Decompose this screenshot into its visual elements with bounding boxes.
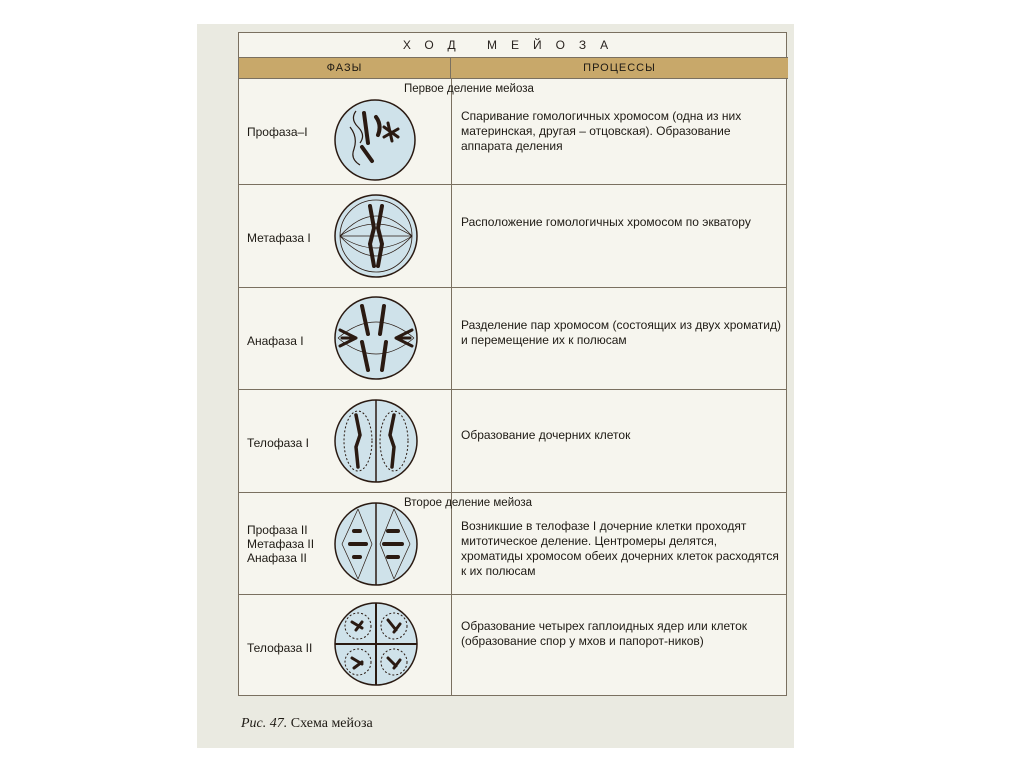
process-text: Спаривание гомологичных хромосом (одна из них материнская, другая – отцовская). Образование аппарата деления — [461, 109, 742, 153]
phase-label: Метафаза I — [247, 231, 311, 245]
table-title: ХОД МЕЙОЗА — [402, 38, 623, 52]
cell-telophase-2-diagram — [332, 600, 420, 693]
figure-caption — [241, 716, 373, 732]
table-row — [239, 493, 786, 594]
process-text: Образование четырех гаплоидных ядер или клеток (образование спор у мхов и папорот-ников) — [461, 619, 748, 648]
table-row — [239, 185, 786, 287]
cell-phases-2-diagram — [332, 501, 420, 592]
cell-metaphase-1-diagram — [332, 192, 420, 285]
section-first-division: Первое деление мейоза — [404, 83, 534, 95]
process-text: Возникшие в телофазе I дочерние клетки проходят митотическое деление. Центромеры делятся, хроматиды хромосом обеих дочерних клеток расходятся к их полюсам — [461, 519, 779, 578]
meiosis-table — [238, 32, 787, 696]
table-row — [239, 595, 786, 696]
process-text: Разделение пар хромосом (состоящих из двух хроматид) и перемещение их к полюсам — [461, 318, 781, 347]
table-row — [239, 79, 786, 184]
phase-label: Профаза II Метафаза II Анафаза II — [247, 523, 315, 565]
header-processes: ПРОЦЕССЫ — [451, 57, 788, 79]
phase-label: Профаза–I — [247, 125, 308, 139]
phase-label: Анафаза I — [247, 334, 304, 348]
header-phases: ФАЗЫ — [239, 57, 451, 79]
section-second-division: Второе деление мейоза — [404, 497, 533, 509]
table-row — [239, 288, 786, 389]
cell-prophase-1-diagram — [332, 97, 418, 188]
phase-label: Телофаза II — [247, 641, 313, 655]
figure-number: Рис. 47. — [241, 716, 288, 731]
figure-title: Схема мейоза — [290, 716, 373, 731]
cell-telophase-1-diagram — [332, 397, 420, 490]
table-row — [239, 390, 786, 492]
process-text: Расположение гомологичных хромосом по экватору — [461, 215, 751, 229]
process-text: Образование дочерних клеток — [461, 428, 631, 442]
phase-label: Телофаза I — [247, 436, 309, 450]
cell-anaphase-1-diagram — [332, 294, 420, 387]
